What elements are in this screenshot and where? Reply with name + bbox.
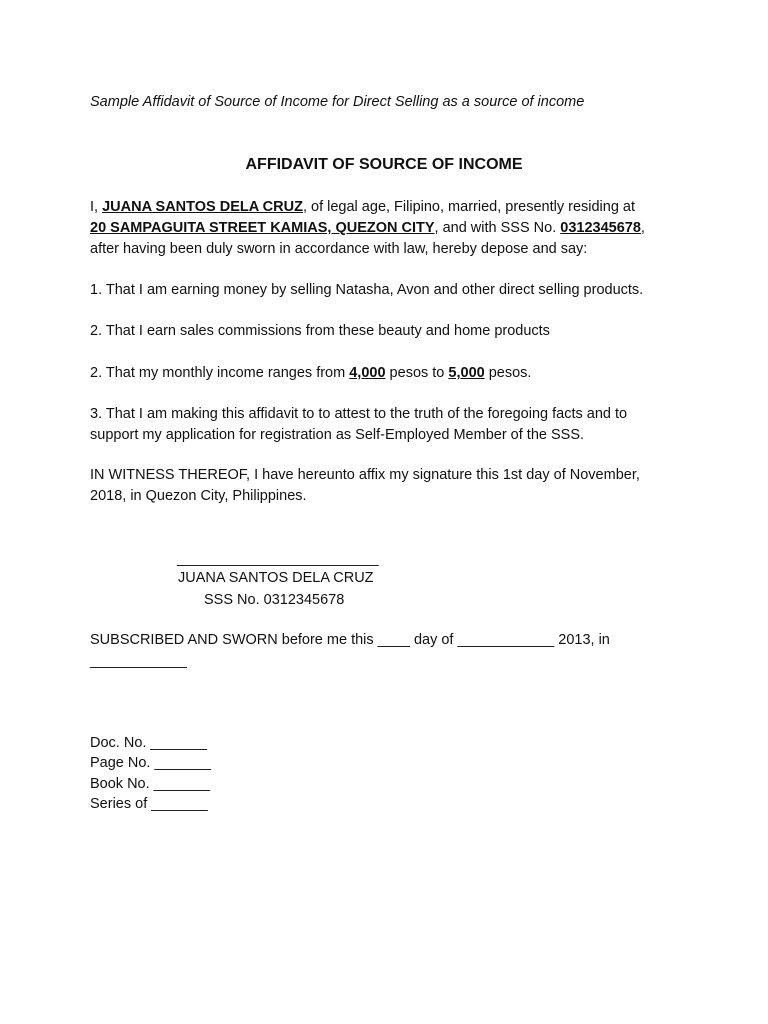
item-3 bbox=[90, 363, 531, 383]
item-2: 2. That I earn sales commissions from these beauty and home products bbox=[90, 323, 550, 339]
intro-line-2 bbox=[90, 218, 645, 238]
notary-doc-no: Doc. No. _______ bbox=[90, 735, 207, 751]
affiant-sss: 0312345678 bbox=[560, 220, 641, 236]
subscribed-line-2: ____________ bbox=[90, 653, 187, 669]
item-4-line-1: 3. That I am making this affidavit to to attest to the truth of the foregoing facts and to bbox=[90, 406, 628, 422]
intro-line-1 bbox=[90, 197, 635, 217]
witness-line-1: IN WITNESS THEREOF, I have hereunto affix my signature this 1st day of November, bbox=[90, 467, 640, 483]
subscribed-line-1: SUBSCRIBED AND SWORN before me this ____ day of ____________ 2013, in bbox=[90, 632, 610, 648]
witness-line-2: 2018, in Quezon City, Philippines. bbox=[90, 488, 307, 504]
item-3-mid: pesos to bbox=[385, 365, 449, 381]
notary-page-no: Page No. _______ bbox=[90, 755, 211, 771]
income-max: 5,000 bbox=[448, 365, 485, 381]
item-3-prefix: 2. That my monthly income ranges from bbox=[90, 365, 350, 381]
item-1: 1. That I am earning money by selling Natasha, Avon and other direct selling products. bbox=[90, 282, 644, 298]
intro-line-3: after having been duly sworn in accordance with law, hereby depose and say: bbox=[90, 241, 588, 257]
document-title: AFFIDAVIT OF SOURCE OF INCOME bbox=[245, 156, 523, 173]
affiant-address: 20 SAMPAGUITA STREET KAMIAS, QUEZON CITY bbox=[90, 220, 435, 236]
intro-after-name: , of legal age, Filipino, married, presently residing at bbox=[302, 199, 636, 215]
notary-book-no: Book No. _______ bbox=[90, 776, 211, 792]
signature-line: _________________________ bbox=[177, 551, 379, 567]
signatory-name: JUANA SANTOS DELA CRUZ bbox=[178, 570, 374, 586]
intro-after-address: , and with SSS No. bbox=[434, 220, 561, 236]
sample-caption: Sample Affidavit of Source of Income for Direct Selling as a source of income bbox=[90, 94, 585, 110]
income-min: 4,000 bbox=[349, 365, 386, 381]
notary-series: Series of _______ bbox=[90, 796, 208, 812]
signatory-sss: SSS No. 0312345678 bbox=[204, 592, 345, 608]
intro-after-sss: , bbox=[640, 220, 645, 236]
affiant-name: JUANA SANTOS DELA CRUZ bbox=[102, 199, 303, 215]
intro-prefix: I, bbox=[90, 199, 103, 215]
item-4-line-2: support my application for registration as Self-Employed Member of the SSS. bbox=[90, 427, 585, 443]
item-3-suffix: pesos. bbox=[484, 365, 532, 381]
